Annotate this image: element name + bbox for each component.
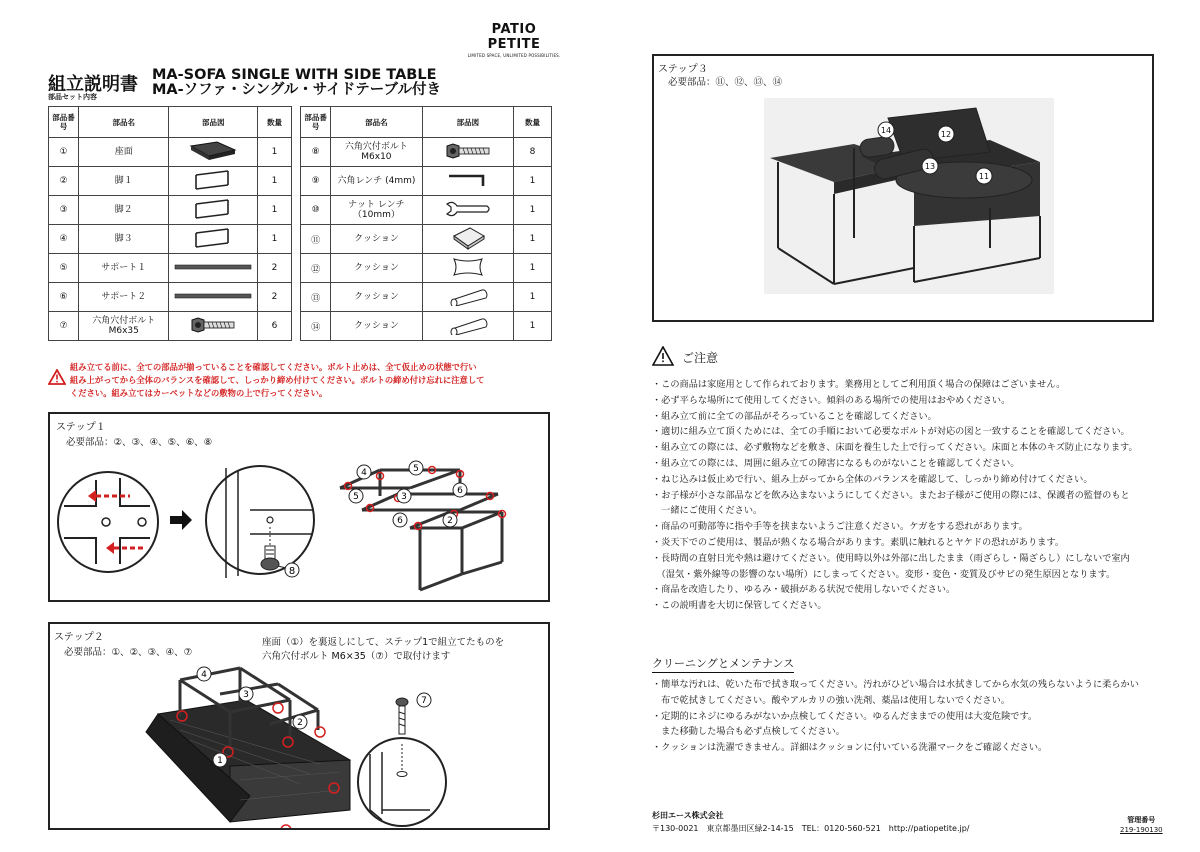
label-6b: 6 (397, 516, 403, 526)
list-item: 一緒にご使用ください。 (652, 505, 763, 517)
parts-row (49, 196, 292, 225)
step-2-panel (48, 622, 550, 830)
col-qty: 数量 (514, 107, 552, 138)
bolt-icon (188, 316, 238, 334)
part-no: ⑨ (301, 167, 331, 196)
list-item: ・組み立て前に全ての部品がそろっていることを確認してください。 (652, 410, 937, 422)
part-no: ⑭ (301, 312, 331, 341)
rod-icon (173, 262, 253, 272)
part-name: 脚２ (79, 196, 169, 225)
step-2-parts: 必要部品：①、②、③、④、⑦ (64, 647, 193, 658)
list-item: ・ねじ込みは仮止めで行い、組み上がってから全体のバランスを確認して、しっかり締め付けてください。 (652, 473, 1093, 485)
list-item: ・組み立ての際には、周囲に組み立ての障害になるものがないことを確認してください。 (652, 457, 1020, 469)
label-7: 7 (421, 696, 427, 706)
step-1-diagram (50, 450, 548, 600)
part-no: ⑬ (301, 283, 331, 312)
list-item: 布で乾拭きしてください。酸やアルカリの強い洗剤、薬品は使用しないでください。 (652, 694, 1010, 706)
part-name: クッション (331, 283, 422, 312)
part-figure (169, 312, 258, 341)
list-item: ・定期的にネジにゆるみがないか点検してください。ゆるんだままでの使用は大変危険です。 (652, 710, 1038, 722)
part-figure (422, 254, 513, 283)
label-8: 8 (288, 566, 296, 577)
brand-name: PATIO PETITE (487, 22, 541, 52)
list-item: また移動した場合も必ず点検してください。 (652, 726, 845, 738)
part-qty: 1 (258, 167, 292, 196)
col-name: 部品名 (79, 107, 169, 138)
part-no: ② (49, 167, 79, 196)
label-4: 4 (201, 670, 207, 680)
parts-row (49, 254, 292, 283)
part-figure (169, 225, 258, 254)
list-item: ・商品を改造したり、ゆるみ・破損がある状況で使用しないでください。 (652, 584, 956, 596)
company-address: 〒130-0021 東京都墨田区緑2-14-15 TEL：0120-560-521 http://patiopetite.jp/ (652, 824, 970, 833)
product-title-ja: MA-ソファ・シングル・サイドテーブル付き (152, 82, 441, 98)
warning-line-1: 組み立てる前に、全ての部品が揃っていることを確認してください。ボルト止めは、全て仮止めの状態で行い (70, 362, 477, 372)
part-no: ⑩ (301, 196, 331, 225)
part-no: ⑥ (49, 283, 79, 312)
list-item: ・炎天下でのご使用は、製品が熱くなる場合があります。素肌に触れるとヤケドの恐れがあります。 (652, 536, 1064, 548)
caution-list (652, 377, 1138, 614)
bolster-icon (444, 315, 492, 335)
part-figure (169, 167, 258, 196)
label-2: 2 (297, 718, 303, 728)
part-name: 六角レンチ (4mm) (331, 167, 422, 196)
seat-frame-icon (187, 140, 239, 162)
part-figure (169, 283, 258, 312)
col-qty: 数量 (258, 107, 292, 138)
parts-row (49, 225, 292, 254)
label-12: 12 (940, 130, 952, 139)
warning-line-2: 組み上がってから全体のバランスを確認して、しっかり締め付けてください。ボルトの締め付け忘れに注意して (70, 375, 485, 385)
step-1-title: ステップ１ (56, 422, 106, 433)
part-name: 座面 (79, 138, 169, 167)
brand-tagline: LIMITED SPACE, UNLIMITED POSSIBILITIES. (467, 53, 561, 58)
col-no: 部品番号 (49, 107, 79, 138)
list-item: （湿気・紫外線等の影響のない場所）にしまってください。変形・変色・変質及びサビの発生原因となります。 (652, 568, 1116, 580)
part-qty: 1 (514, 254, 552, 283)
step-2-instruction-1: 座面（①）を裏返しにして、ステップ1で組立てたものを (262, 637, 505, 648)
part-name: 脚３ (79, 225, 169, 254)
col-no: 部品番号 (301, 107, 331, 138)
list-item: ・必ず平らな場所にて使用してください。傾斜のある場所での使用はおやめください。 (652, 394, 1011, 406)
list-item: ・簡単な汚れは、乾いた布で拭き取ってください。汚れがひどい場合は水拭きしてから水気の残らないように柔らかい (652, 679, 1139, 690)
part-name: ナット レンチ（10mm） (331, 196, 422, 225)
leg-icon (188, 198, 238, 220)
label-5: 5 (413, 464, 419, 474)
part-name: クッション (331, 312, 422, 341)
part-name: サポート１ (79, 254, 169, 283)
mgmt-label: 管理番号 (1127, 816, 1156, 824)
seat-cushion-icon (448, 226, 488, 250)
product-title (152, 68, 441, 98)
part-qty: 1 (258, 225, 292, 254)
part-qty: 2 (258, 283, 292, 312)
label-11: 11 (978, 172, 990, 181)
parts-row (301, 138, 552, 167)
label-6: 6 (457, 486, 463, 496)
label-13: 13 (924, 162, 936, 171)
parts-row (301, 225, 552, 254)
part-qty: 1 (514, 167, 552, 196)
management-number (1120, 815, 1163, 835)
parts-row (301, 167, 552, 196)
wrench-icon (443, 200, 493, 218)
parts-table-right (300, 106, 552, 341)
part-qty: 1 (514, 225, 552, 254)
step-3-parts: 必要部品：⑪、⑫、⑬、⑭ (668, 77, 783, 88)
list-item: ・商品の可動部等に指や手等を挟まないようご注意ください。ケガをする恐れがあります。 (652, 521, 1028, 533)
list-item: ・お子様が小さな部品などを飲み込まないようにしてください。またお子様がご使用の際には、保護者の監督のもと (652, 489, 1130, 501)
part-qty: 1 (514, 312, 552, 341)
step-2-title: ステップ２ (54, 632, 104, 643)
list-item: ・この説明書を大切に保管してください。 (652, 600, 827, 612)
part-name: 六角穴付ボルト M6x35 (79, 312, 169, 341)
part-name: サポート２ (79, 283, 169, 312)
col-name: 部品名 (331, 107, 422, 138)
company-info (652, 809, 970, 835)
part-no: ⑤ (49, 254, 79, 283)
part-figure (422, 312, 513, 341)
mgmt-no: 219-190130 (1120, 826, 1163, 834)
step-3-title: ステップ３ (658, 64, 708, 75)
part-name: 六角穴付ボルト M6x10 (331, 138, 422, 167)
back-cushion-icon (448, 255, 488, 279)
warning-icon (48, 369, 66, 385)
label-2: 2 (447, 516, 453, 526)
parts-row (301, 283, 552, 312)
list-item: ・長時間の直射日光や熱は避けてください。使用時以外は外部に出したまま（雨ざらし・陽ざらし）にしないで室内 (652, 552, 1130, 564)
caution-heading (652, 346, 732, 368)
col-figure: 部品図 (422, 107, 513, 138)
rod-icon (173, 291, 253, 301)
list-item: ・クッションは洗濯できません。詳細はクッションに付いている洗濯マークをご確認ください。 (652, 742, 1048, 754)
bolster-icon (444, 286, 492, 306)
company-name: 杉田エース株式会社 (652, 811, 724, 820)
part-qty: 1 (514, 196, 552, 225)
part-figure (422, 283, 513, 312)
parts-row (49, 138, 292, 167)
step-1-parts: 必要部品：②、③、④、⑤、⑥、⑧ (66, 437, 213, 448)
part-no: ⑫ (301, 254, 331, 283)
part-figure (422, 225, 513, 254)
bolt-icon (443, 142, 493, 160)
part-qty: 1 (514, 283, 552, 312)
part-figure (169, 196, 258, 225)
part-figure (422, 196, 513, 225)
product-title-en: MA-SOFA SINGLE WITH SIDE TABLE (152, 67, 437, 83)
part-qty: 1 (258, 196, 292, 225)
parts-row (49, 312, 292, 341)
step-3-panel (652, 54, 1154, 322)
step-2-instruction-2: 六角穴付ボルト M6×35（⑦）で取付けます (262, 651, 451, 662)
part-name: クッション (331, 254, 422, 283)
parts-row (301, 254, 552, 283)
cleaning-title: クリーニングとメンテナンス (652, 655, 794, 673)
part-no: ③ (49, 196, 79, 225)
sofa-photo (764, 98, 1054, 294)
step-2-diagram (50, 660, 548, 828)
parts-table-left (48, 106, 292, 341)
part-name: 脚１ (79, 167, 169, 196)
part-figure (169, 138, 258, 167)
part-qty: 1 (258, 138, 292, 167)
leg-icon (188, 169, 238, 191)
hex-key-icon (445, 172, 491, 188)
part-qty: 6 (258, 312, 292, 341)
parts-row (301, 312, 552, 341)
parts-row (49, 167, 292, 196)
part-figure (422, 138, 513, 167)
label-3: 3 (401, 492, 407, 502)
label-4: 4 (361, 468, 367, 478)
warning-line-3: ください。組み立てはカーペットなどの敷物の上で行ってください。 (70, 388, 328, 398)
part-no: ⑦ (49, 312, 79, 341)
label-5b: 5 (353, 492, 359, 502)
parts-row (49, 283, 292, 312)
leg-icon (188, 227, 238, 249)
label-1: 1 (217, 756, 223, 766)
part-qty: 8 (514, 138, 552, 167)
caution-title: ご注意 (682, 351, 719, 365)
part-no: ① (49, 138, 79, 167)
list-item: ・組み立ての際には、必ず敷物などを敷き、床面を養生した上で行ってください。床面と本体のキズ防止になります。 (652, 442, 1138, 454)
parts-row (301, 196, 552, 225)
part-no: ④ (49, 225, 79, 254)
label-14: 14 (880, 126, 892, 135)
part-figure (169, 254, 258, 283)
parts-set-label: 部品セット内容 (48, 93, 97, 101)
part-qty: 2 (258, 254, 292, 283)
part-name: クッション (331, 225, 422, 254)
page-title: 組立説明書 (48, 74, 138, 95)
caution-icon (652, 346, 674, 366)
label-3: 3 (243, 690, 249, 700)
list-item: ・この商品は家庭用として作られております。業務用としてご利用頂く場合の保障はございません。 (652, 379, 1066, 390)
cleaning-list (652, 677, 1139, 756)
brand-logo (464, 22, 564, 58)
col-figure: 部品図 (169, 107, 258, 138)
part-figure (422, 167, 513, 196)
list-item: ・適切に組み立て頂くためには、全ての手順において必要なボルトが対応の図と一致することを確認してください。 (652, 426, 1130, 438)
part-no: ⑪ (301, 225, 331, 254)
part-no: ⑧ (301, 138, 331, 167)
step-1-panel (48, 412, 550, 602)
